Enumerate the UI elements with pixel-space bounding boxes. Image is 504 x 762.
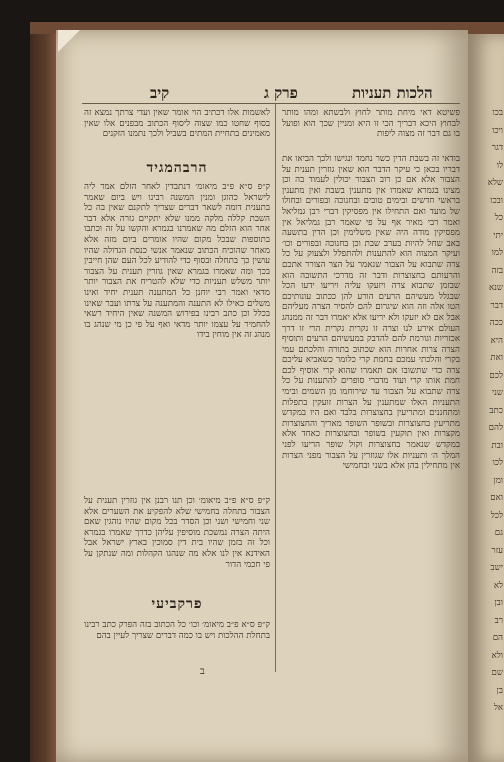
column-divider [275,104,276,672]
margin-fragment: לא [493,580,503,591]
margin-fragment: לכם [489,370,503,381]
chapter-header: פרק ג [264,84,298,102]
commentary-section-2: ק״פ ס״א פ״ב מיאומ׳ וכן תנו רבנן אין גוזרין תענית על הצבור בתחלה בחמישי שלא להפקיע את השערים אלא שני וחמישי ושני וכן הסדר בכל מקום שהיו נוהגין שאם היתה הצרה נמשכת מוסיפין עליהן כדרך שאמרו בגמרא וכל זה בזמן שהיו בית דין סמוכין בארץ ישראל אבל האידנא אין לנו אלא מה שנהגו הקהלות ומה שנתקן על פי חכמי הדור [84,496,270,570]
margin-fragment: כתב [489,405,503,416]
margin-fragment: ואת [490,353,503,363]
margin-fragment: להם [488,423,503,433]
commentary-section-1: ק״פ ס״א פ״ב מיאומ׳ דנתבדין לאחר הזלם אמר ליה לישראל כהוגן ומנין המשנה רבינו ויש ביום שאמר בתענית דומה לשאר דברים שצריך לתקנם שאין בה כל השבת קללה מלקה ממנו שלא יתקיים גזרה אלא דבר אחר הוא הזלם מה שאמרנו בגמרא והקשו על זה וכתבו בתוספות שבכל מקום שהיו אומרים ביום מזה אלא מאחר שהוכיח הכתוב שנאמר אנשי כנסת הגדולה שהיו עושין כך בתחלה ובסוף כדי להודיע לכל העם שהן חייבין בכך ומה שאמרו בגמרא שאין גוזרין תענית על הצבור יותר משלש תעניות כדי שלא להטריח את הצבור יותר מדאי ואמר רבי יוחנן כל המתענה תענית יחיד ואינו משלים כאילו לא התענה והמתענה על צרתו ועבר שאינו בכלל וכן כתב רבינו בפירוש המשנה שאין היחיד רשאי להחמיר על עצמו יותר מדאי ואף על פי כן מי שנהג בו מנהג זה אין מוחין בידו [84,182,270,341]
margin-fragment: למו [491,248,503,258]
page-fold-corner [58,30,80,52]
margin-fragment: ומן [493,475,503,486]
right-page-fragments [468,34,504,762]
header-rule [82,103,460,104]
margin-fragment: ישב [490,563,503,573]
page-number: קיב [150,84,170,102]
commentary-section-3: ק״פ ס״א פ״ב מיאומ׳ וכו׳ כל הכתוב בזה הפרק כתב רבינו בתחלת ההלכות ויש בו כמה דברים שצריך לעיין בהם [84,620,270,641]
margin-fragment: ולא [491,650,503,661]
margin-fragment: בזה [491,265,503,276]
heading-perek-revii: פרקביעי [151,596,203,612]
page-signature: ב [200,666,205,677]
margin-fragment: שלא [487,178,503,188]
margin-fragment: לו [496,160,503,171]
margin-fragment: ובן [494,598,503,608]
margin-fragment: ובת [491,440,503,451]
margin-fragment: דבר [490,300,503,311]
margin-fragment: גם [494,528,503,538]
margin-fragment: ויכו [492,125,503,136]
margin-fragment: כל [494,213,503,223]
left-column-top-text: לאשמות אלו דכתיב הוי אומר שאין ועדי צרתך נמצא זה בסוף שחטו כמו שצוה ליסוף הכתוב מבפנים אלו שאין מאמינים בתחיית המתים בשביל ולכך נתמנו הזקנים [84,108,270,140]
margin-fragment: ככה [489,318,503,328]
margin-fragment: דגר [491,143,503,153]
margin-fragment: יתי [493,230,503,241]
tractate-header: הלכות תעניות [352,84,433,102]
margin-fragment: עזר [491,545,503,556]
margin-fragment: בכו [492,108,503,118]
margin-fragment: לכו [492,458,503,468]
heading-harav-hamagid: הרבהמגיד [146,160,208,176]
margin-fragment: שם [491,668,503,678]
right-column-top-text: פשיטא דאי מיחת מותר לחוץ ולבשתא ומהו מותר לבחוץ היכא דבריך הכי זו היא ומניין שכך הוא ופועל בו גם דבר זה מצוה ליפות [282,108,460,140]
book-spine-edge [30,34,56,762]
right-column-body: בודאי זה בשבת הדין כשר נחמד ונגישו ולכך הביאו את דבריו בכאן כי עיקר הדבר הוא שאין גוזרין תענית על הצבור אלא אם כן רוב הצבור יכולין לעמוד בה וכן מצינו בגמרא שאמרו אין מתענין בשבת ואין מתענין בראשי חדשים ובימים טובים ובחנוכה ובפורים ובחולו של מועד ואם התחילו אין מפסיקין דברי רבן גמליאל ואמר רבי מאיר אף על פי שאמר רבן גמליאל אין מפסיקין מודה היה שאין משלימין וכן הדין בתשעה באב שחל להיות בערב שבת וכן בחנוכה ובפורים וכו׳ ועיקר המצוה הוא להתענות ולהתפלל ולצעוק על כל צרה שתבוא על הצבור שנאמר על הצר הצורר אתכם והרעותם בחצוצרות ודבר זה מדרכי התשובה הוא שבזמן שתבוא צרה ויזעקו עליה ויריעו ידעו הכל שבגלל מעשיהם הרעים הורע להן ככתוב עונותיכם הטו אלה וזה הוא שיגרום להם להסיר הצרה מעליהם אבל אם לא יזעקו ולא יריעו אלא יאמרו דבר זה ממנהג העולם אירע לנו וצרה זו נקרית נקרית הרי זו דרך אכזריות וגורמת להם להדבק במעשיהם הרעים ותוסיף הצרה צרות אחרות הוא שכתוב בתורה והלכתם עמי בקרי והלכתי עמכם בחמת קרי כלומר כשאביא עליכם צרה כדי שתשובו אם תאמרו שהוא קרי אוסיף לכם חמת אותו קרי ועוד מדברי סופרים להתענות על כל צרה שתבוא על הצבור עד שירוחמו מן השמים ובימי התעניות האלו שמתענין על הצרות זועקין בתפלות ומתחננים ומתריעין בחצוצרות בלבד ואם היו במקדש מתריעין בחצוצרות ובשופר השופר מאריך והחצוצרות מקצרות ואין תוקעין בשופר ובחצוצרות כאחד אלא במקדש שנאמר בחצוצרות וקול שופר הריעו לפני המלך ה׳ ותעניות אלו שגוזרין על הצבור מפני הצרות אין מתחילין בהן אלא בשני ובחמישי [282,154,460,472]
margin-fragment: ואם [490,493,503,503]
margin-fragment: לכל [490,510,503,521]
margin-fragment: שני [491,388,503,398]
margin-fragment: היא [490,335,503,346]
margin-fragment: אל [493,703,503,713]
margin-fragment: רב [494,615,503,626]
margin-fragment: הם [492,633,503,643]
margin-fragment: ובכו [490,195,503,206]
margin-fragment: בן [496,685,503,696]
margin-fragment: שנא [488,283,503,293]
